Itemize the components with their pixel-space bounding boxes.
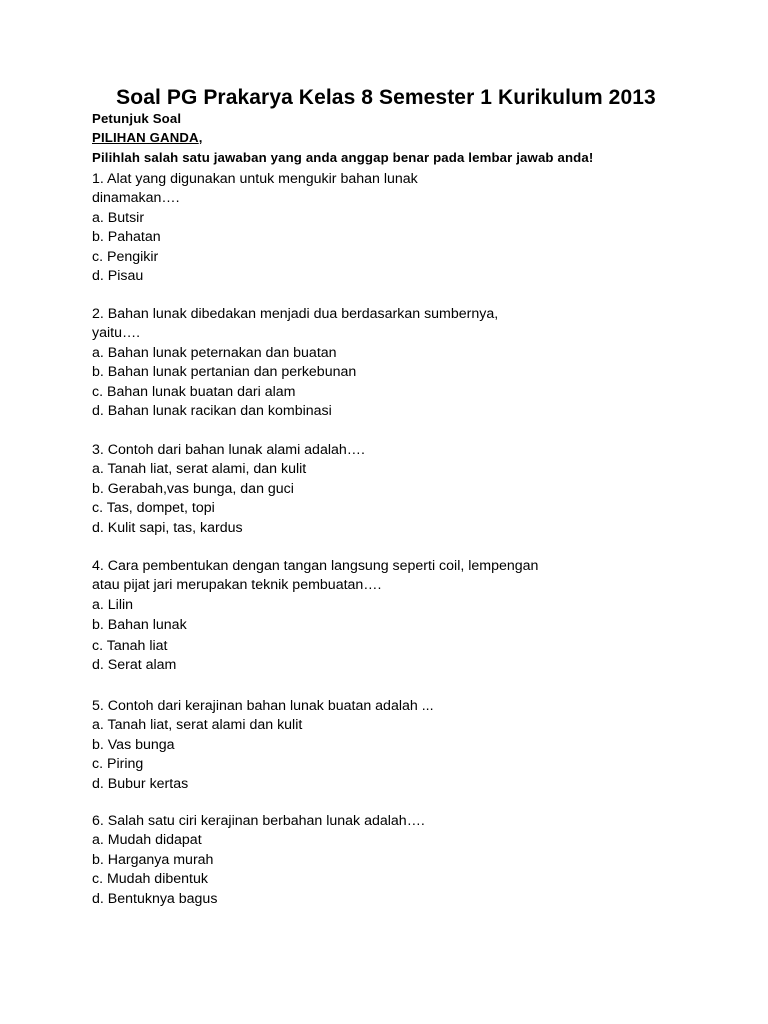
- answer-option: b. Bahan lunak: [92, 617, 187, 634]
- answer-option: d. Kulit sapi, tas, kardus: [92, 519, 243, 536]
- question-text-line: 6. Salah satu ciri kerajinan berbahan lunak adalah….: [92, 813, 425, 829]
- question-text-line: 2. Bahan lunak dibedakan menjadi dua berdasarkan sumbernya,: [92, 306, 499, 322]
- answer-option: a. Butsir: [92, 209, 145, 226]
- question-text-line: 3. Contoh dari bahan lunak alami adalah….: [92, 442, 365, 458]
- answer-option: d. Serat alam: [92, 656, 177, 673]
- answer-option: c. Tanah liat: [92, 637, 168, 654]
- question-5: [92, 697, 712, 794]
- answer-option: b. Bahan lunak pertanian dan perkebunan: [92, 364, 357, 381]
- answer-option: d. Bentuknya bagus: [92, 890, 218, 907]
- answer-option: b. Gerabah,vas bunga, dan guci: [92, 480, 294, 497]
- question-text-line: 1. Alat yang digunakan untuk mengukir bahan lunak: [92, 171, 418, 187]
- question-text-line: 4. Cara pembentukan dengan tangan langsung seperti coil, lempengan: [92, 558, 539, 574]
- question-2: [92, 305, 712, 421]
- answer-option: a. Tanah liat, serat alami, dan kulit: [92, 461, 307, 478]
- answer-option: a. Lilin: [92, 596, 134, 613]
- instruction-text: Pilihlah salah satu jawaban yang anda anggap benar pada lembar jawab anda!: [92, 149, 594, 165]
- question-text-line: atau pijat jari merupakan teknik pembuatan….: [92, 577, 382, 594]
- answer-option: a. Bahan lunak peternakan dan buatan: [92, 344, 337, 361]
- question-3: [92, 441, 712, 538]
- question-text-line: dinamakan….: [92, 190, 180, 207]
- instructions: [92, 109, 712, 167]
- answer-option: b. Harganya murah: [92, 851, 214, 868]
- answer-option: d. Bahan lunak racikan dan kombinasi: [92, 402, 332, 419]
- section-heading-suffix: ,: [198, 130, 203, 146]
- answer-option: b. Vas bunga: [92, 736, 175, 753]
- document-title: Soal PG Prakarya Kelas 8 Semester 1 Kurikulum 2013: [116, 86, 656, 109]
- question-text-line: 5. Contoh dari kerajinan bahan lunak buatan adalah ...: [92, 698, 434, 714]
- answer-option: c. Bahan lunak buatan dari alam: [92, 383, 296, 400]
- question-6: [92, 812, 712, 909]
- answer-option: c. Pengikir: [92, 248, 159, 265]
- answer-option: c. Tas, dompet, topi: [92, 500, 215, 517]
- instructions-label: Petunjuk Soal: [92, 111, 182, 126]
- question-text-line: yaitu….: [92, 325, 141, 342]
- answer-option: d. Pisau: [92, 267, 144, 284]
- question-1: [92, 170, 712, 286]
- question-4: [92, 557, 712, 675]
- answer-option: b. Pahatan: [92, 229, 161, 246]
- section-heading: [92, 128, 712, 147]
- answer-option: d. Bubur kertas: [92, 775, 189, 792]
- answer-option: c. Piring: [92, 756, 144, 773]
- answer-option: a. Tanah liat, serat alami dan kulit: [92, 717, 303, 734]
- answer-option: c. Mudah dibentuk: [92, 871, 208, 888]
- section-heading-text: PILIHAN GANDA: [92, 130, 199, 146]
- answer-option: a. Mudah didapat: [92, 832, 202, 849]
